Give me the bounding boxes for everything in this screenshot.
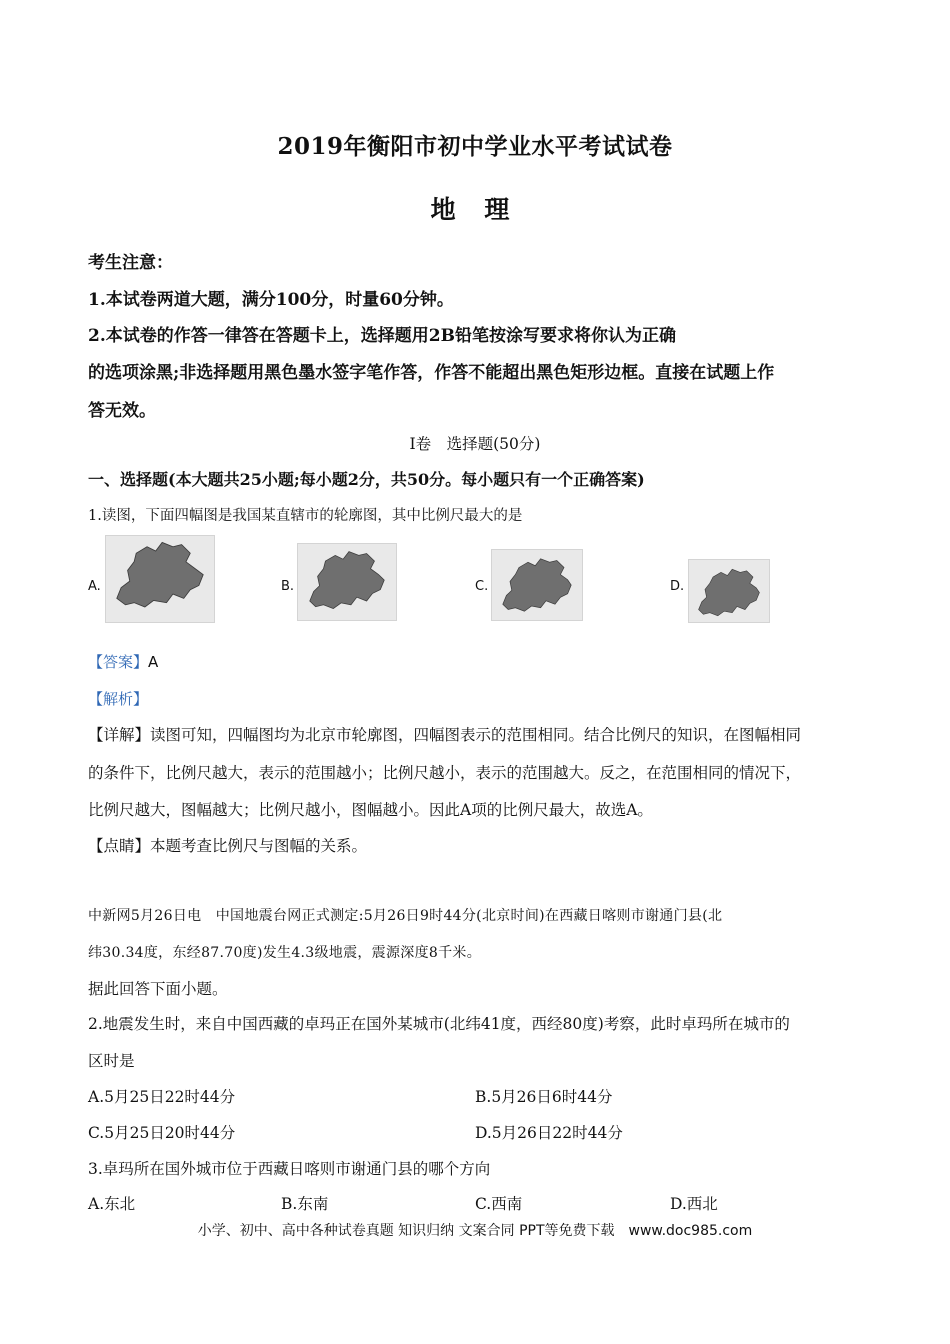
beijing-map-a-image [105, 535, 215, 623]
notice-item-2-line-3: 答无效。 [88, 401, 156, 421]
q1-options [88, 533, 888, 625]
volume-title: I卷 选择题(50分) [409, 435, 541, 453]
q3-option-c: C.西南 [475, 1195, 523, 1213]
q3-option-a: A.东北 [88, 1195, 136, 1213]
q1-answer [88, 651, 158, 672]
notice-item-2-line-2: 的选项涂黑;非选择题用黑色墨水签字笔作答，作答不能超出黑色矩形边框。直接在试题上作 [88, 363, 775, 383]
news-line-2: 纬30.34度，东经87.70度)发生4.3级地震，震源深度8千米。 [88, 945, 481, 961]
answer-value: A [148, 653, 159, 671]
subject-title: 地 理 [430, 195, 520, 224]
notice-item-1: 1.本试卷两道大题，满分100分，时量60分钟。 [88, 290, 454, 310]
q1-detail-line-1: 【详解】读图可知，四幅图均为北京市轮廓图，四幅图表示的范围相同。结合比例尺的知识，在图幅相同 [88, 726, 802, 744]
footer-download-link[interactable]: 小学、初中、高中各种试卷真题 知识归纳 文案合同 PPT等免费下载 www.doc985.com [197, 1223, 753, 1239]
q1-option-d-label: D. [670, 579, 685, 594]
answer-tag: 【答案】 [88, 653, 149, 671]
q2-option-b: B.5月26日6时44分 [475, 1088, 613, 1106]
news-line-1: 中新网5月26日电 中国地震台网正式测定:5月26日9时44分(北京时间)在西藏日喀则市谢通门县(北 [88, 908, 723, 924]
q1-option-a [88, 533, 278, 625]
beijing-map-b-image [297, 543, 397, 621]
beijing-map-c-image [491, 549, 583, 621]
q3-option-b: B.东南 [281, 1195, 329, 1213]
q2-option-d: D.5月26日22时44分 [475, 1124, 623, 1142]
q1-stem: 1.读图，下面四幅图是我国某直辖市的轮廓图，其中比例尺最大的是 [88, 508, 523, 524]
q1-detail-line-2: 的条件下，比例尺越大，表示的范围越小；比例尺越小，表示的范围越大。反之，在范围相同的情况下， [88, 764, 802, 782]
q1-option-c [475, 533, 665, 625]
q2-stem-line-2: 区时是 [88, 1052, 135, 1070]
notice-heading: 考生注意： [88, 253, 173, 273]
q2-option-c: C.5月25日20时44分 [88, 1124, 236, 1142]
part-title: 一、选择题(本大题共25小题;每小题2分，共50分。每小题只有一个正确答案) [88, 470, 645, 489]
q1-option-c-label: C. [475, 579, 489, 594]
notice-item-2-line-1: 2.本试卷的作答一律答在答题卡上，选择题用2B铅笔按涂写要求将你认为正确 [88, 326, 676, 346]
q1-comment: 【点睛】本题考查比例尺与图幅的关系。 [88, 837, 368, 855]
q1-option-d [670, 533, 860, 625]
q2-option-a: A.5月25日22时44分 [88, 1088, 236, 1106]
exam-title: 2019年衡阳市初中学业水平考试试卷 [277, 133, 673, 160]
q1-option-a-label: A. [88, 579, 101, 594]
q1-option-b-label: B. [281, 579, 295, 594]
beijing-map-d-image [688, 559, 770, 623]
news-prompt: 据此回答下面小题。 [88, 980, 228, 998]
q3-option-d: D.西北 [670, 1195, 718, 1213]
q1-detail-line-3: 比例尺越大，图幅越大；比例尺越小，图幅越小。因此A项的比例尺最大，故选A。 [88, 801, 653, 819]
q1-option-b [281, 533, 471, 625]
q1-analysis-tag: 【解析】 [88, 690, 149, 708]
q3-stem: 3.卓玛所在国外城市位于西藏日喀则市谢通门县的哪个方向 [88, 1160, 491, 1178]
q2-stem-line-1: 2.地震发生时，来自中国西藏的卓玛正在国外某城市(北纬41度，西经80度)考察，此时卓玛所在城市的 [88, 1015, 790, 1033]
